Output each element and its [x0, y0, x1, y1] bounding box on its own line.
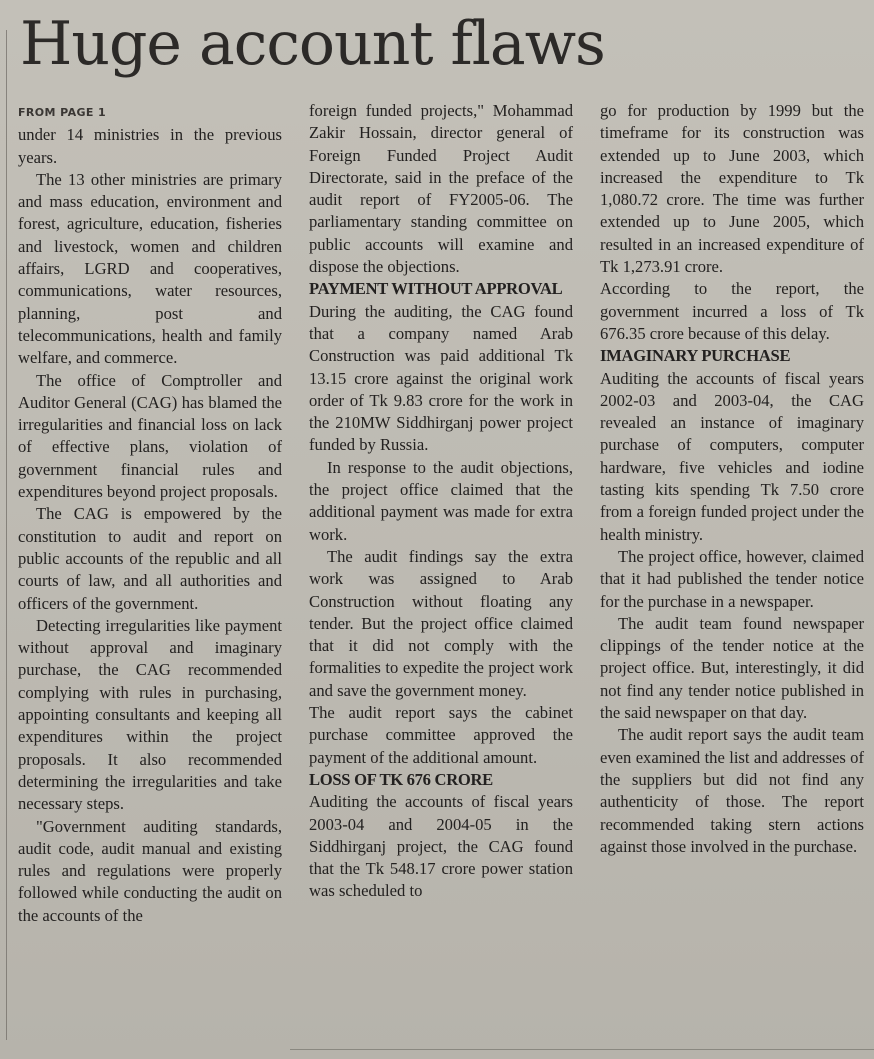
col3-paragraph-5: The audit report says the audit team even examined the list and addresses of the suppliers but did not find any authenticity of those. The report recommended taking stern actions against those involved in the purchase. [600, 725, 864, 856]
from-page-kicker: FROM PAGE 1 [18, 106, 107, 119]
subhead-imaginary-purchase: IMAGINARY PURCHASE [600, 346, 791, 366]
bottom-rule [290, 1049, 874, 1050]
col2-paragraph-1: During the auditing, the CAG found that a company named Arab Construction was paid additional Tk 13.15 crore against the original work order of Tk 9.83 crore for the work in the 210MW Siddhirganj power project funded by Russia. [309, 301, 573, 455]
column-rule-left [6, 30, 7, 1040]
col3-paragraph-2: Auditing the accounts of fiscal years 2002-03 and 2003-04, the CAG revealed an instance of imaginary purchase of computers, computer hardware, five vehicles and iodine tasting kits spending Tk 7.50 crore from a foreign funded project under the health ministry. [600, 368, 864, 544]
col1-p0-text: under 14 ministries in the previous years. [18, 125, 282, 167]
col2-paragraph-2: In response to the audit objections, the project office claimed that the additional payment was made for extra work. [309, 457, 573, 544]
column-1 [18, 100, 282, 927]
col1-paragraph-0 [18, 100, 282, 169]
col1-paragraph-3: The CAG is empowered by the constitution to audit and report on public accounts of the republic and all courts of law, and all authorities and officers of the government. [18, 504, 282, 613]
col2-paragraph-4: The audit report says the cabinet purchase committee approved the payment of the additional amount. [309, 703, 573, 767]
col2-paragraph-3: The audit findings say the extra work was assigned to Arab Construction without floating any tender. But the project office claimed that it did not comply with the formalities to expedite the project work and save the government money. [309, 546, 573, 700]
column-3 [600, 100, 864, 927]
col3-paragraph-4: The audit team found newspaper clippings of the tender notice at the project office. But, interestingly, it did not find any tender notice published in the said newspaper on that day. [600, 613, 864, 723]
col3-paragraph-0: go for production by 1999 but the timeframe for its construction was extended up to June 2003, which increased the expenditure to Tk 1,080.72 crore. The time was further extended up to June 2005, which resulted in an increased expenditure of Tk 1,273.91 crore. [600, 101, 864, 277]
col1-paragraph-1: The 13 other ministries are primary and mass education, environment and forest, agriculture, education, fisheries and livestock, women and children affairs, LGRD and cooperatives, communications, water resources, planning, post and telecommunications, health and family welfare, and commerce. [18, 169, 282, 368]
col3-paragraph-3: The project office, however, claimed that it had published the tender notice for the purchase in a newspaper. [600, 546, 864, 611]
col2-paragraph-5: Auditing the accounts of fiscal years 2003-04 and 2004-05 in the Siddhirganj project, the CAG found that the Tk 548.17 crore power station was scheduled to [309, 792, 573, 901]
col1-paragraph-5: "Government auditing standards, audit code, audit manual and existing rules and regulations were properly followed while conducting the audit on the accounts of the [18, 816, 282, 925]
col3-paragraph-1: According to the report, the government incurred a loss of Tk 676.35 crore because of this delay. [600, 279, 864, 343]
headline: Huge account flaws [20, 9, 605, 79]
col2-paragraph-0: foreign funded projects," Mohammad Zakir Hossain, director general of Foreign Funded Project Audit Directorate, said in the preface of the audit report of FY2005-06. The parliamentary standing committee on public accounts will examine and dispose the objections. [309, 101, 573, 277]
col1-paragraph-4: Detecting irregularities like payment without approval and imaginary purchase, the CAG recommended complying with rules in purchasing, appointing consultants and keeping all expenditures within the project proposals. It also recommended determining the irregularities and take necessary steps. [18, 615, 282, 814]
column-2 [309, 100, 573, 927]
subhead-loss-of-tk-676-crore: LOSS OF TK 676 CRORE [309, 769, 493, 789]
article-columns [18, 100, 864, 927]
subhead-payment-without-approval: PAYMENT WITHOUT APPROVAL [309, 279, 563, 299]
col1-paragraph-2: The office of Comptroller and Auditor General (CAG) has blamed the irregularities and financial loss on lack of effective plans, violation of government financial rules and expenditures beyond project proposals. [18, 370, 282, 502]
